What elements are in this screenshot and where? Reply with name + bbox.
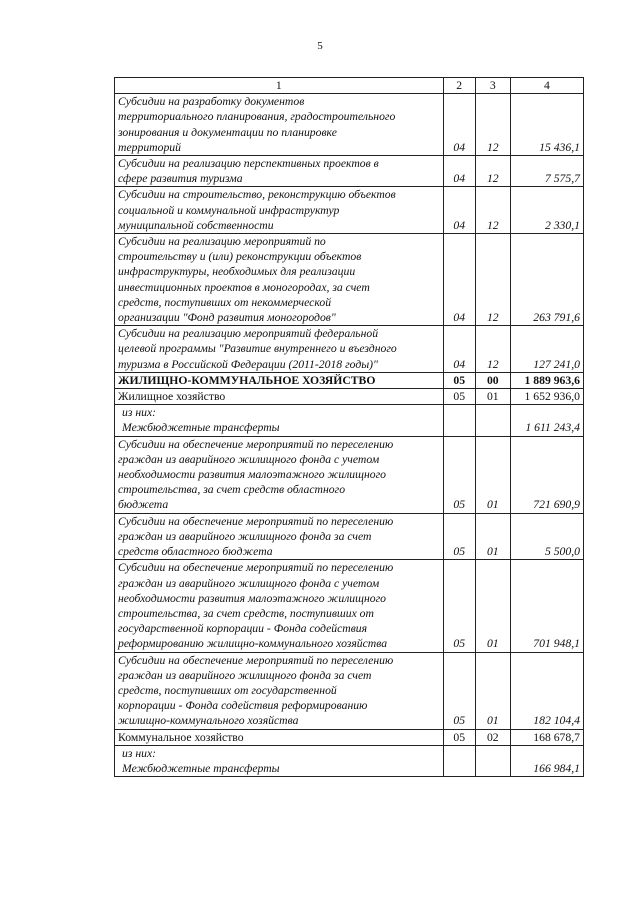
row-amount: 5 500,0 [510, 513, 583, 560]
row-subsection-code: 01 [475, 652, 510, 729]
row-subsection-code: 01 [475, 389, 510, 405]
row-description: Коммунальное хозяйство [115, 729, 444, 745]
row-amount: 127 241,0 [510, 326, 583, 373]
table-row [115, 326, 584, 373]
row-section-code: 04 [443, 234, 475, 326]
row-subsection-code: 00 [475, 372, 510, 388]
table-row [115, 156, 584, 187]
header-col-3: 3 [475, 78, 510, 94]
table-row [115, 729, 584, 745]
row-subsection-code: 01 [475, 513, 510, 560]
row-amount: 1 889 963,6 [510, 372, 583, 388]
table-row [115, 652, 584, 729]
row-amount: 2 330,1 [510, 187, 583, 234]
row-section-code: 04 [443, 187, 475, 234]
row-subsection-code: 12 [475, 156, 510, 187]
row-amount: 701 948,1 [510, 560, 583, 652]
row-section-code [443, 745, 475, 776]
row-section-code: 05 [443, 560, 475, 652]
row-description: Субсидии на реализацию перспективных проектов в сфере развития туризма [115, 156, 444, 187]
row-section-code: 04 [443, 94, 475, 156]
table-row [115, 94, 584, 156]
row-description: Субсидии на обеспечение мероприятий по переселению граждан из аварийного жилищного фонда с учетом необходимости развития малоэтажного жилищного строительства, за счет средств областного бюджета [115, 436, 444, 513]
row-subsection-code: 02 [475, 729, 510, 745]
header-col-2: 2 [443, 78, 475, 94]
row-subsection-code [475, 405, 510, 436]
row-section-code: 05 [443, 389, 475, 405]
row-description: Субсидии на обеспечение мероприятий по переселению граждан из аварийного жилищного фонда за счет средств областного бюджета [115, 513, 444, 560]
table-row [115, 187, 584, 234]
row-description: Жилищное хозяйство [115, 389, 444, 405]
row-amount: 1 611 243,4 [510, 405, 583, 436]
budget-table [114, 77, 584, 777]
table-header-row [115, 78, 584, 94]
row-amount: 1 652 936,0 [510, 389, 583, 405]
table-row [115, 513, 584, 560]
table-row [115, 436, 584, 513]
row-section-code: 05 [443, 436, 475, 513]
row-subsection-code: 01 [475, 436, 510, 513]
row-amount: 263 791,6 [510, 234, 583, 326]
table-row [115, 234, 584, 326]
row-amount: 7 575,7 [510, 156, 583, 187]
table-row [115, 389, 584, 405]
row-subsection-code [475, 745, 510, 776]
row-description: Субсидии на обеспечение мероприятий по переселению граждан из аварийного жилищного фонда за счет средств, поступивших от государственной корпорации - Фонда содействия реформированию жилищно-коммунального хозяйства [115, 652, 444, 729]
row-section-code: 05 [443, 513, 475, 560]
row-description: из них: Межбюджетные трансферты [115, 405, 444, 436]
row-subsection-code: 12 [475, 94, 510, 156]
row-description: из них: Межбюджетные трансферты [115, 745, 444, 776]
header-col-1: 1 [115, 78, 444, 94]
row-subsection-code: 12 [475, 326, 510, 373]
table-row [115, 560, 584, 652]
row-section-code: 05 [443, 729, 475, 745]
row-section-code: 05 [443, 652, 475, 729]
row-section-code: 04 [443, 156, 475, 187]
row-subsection-code: 12 [475, 234, 510, 326]
row-amount: 721 690,9 [510, 436, 583, 513]
row-subsection-code: 01 [475, 560, 510, 652]
row-description: ЖИЛИЩНО-КОММУНАЛЬНОЕ ХОЗЯЙСТВО [115, 372, 444, 388]
row-description: Субсидии на реализацию мероприятий по строительству и (или) реконструкции объектов инфраструктуры, необходимых для реализации инвестиционных проектов в моногородах, за счет средств, поступивших от некоммерческой организации "Фонд развития моногородов" [115, 234, 444, 326]
row-amount: 166 984,1 [510, 745, 583, 776]
row-description: Субсидии на обеспечение мероприятий по переселению граждан из аварийного жилищного фонда с учетом необходимости развития малоэтажного жилищного строительства, за счет средств, поступивших от государственной корпорации - Фонда содействия реформированию жилищно-коммунального хозяйства [115, 560, 444, 652]
row-subsection-code: 12 [475, 187, 510, 234]
table-row [115, 405, 584, 436]
row-section-code: 05 [443, 372, 475, 388]
table-row [115, 745, 584, 776]
page-number: 5 [317, 40, 323, 52]
row-description: Субсидии на разработку документов территориального планирования, градостроительного зонирования и документации по планировке территорий [115, 94, 444, 156]
row-amount: 168 678,7 [510, 729, 583, 745]
row-section-code [443, 405, 475, 436]
row-amount: 15 436,1 [510, 94, 583, 156]
row-description: Субсидии на реализацию мероприятий федеральной целевой программы "Развитие внутреннего и въездного туризма в Российской Федерации (2011-2018 годы)" [115, 326, 444, 373]
row-description: Субсидии на строительство, реконструкцию объектов социальной и коммунальной инфраструктур муниципальной собственности [115, 187, 444, 234]
row-section-code: 04 [443, 326, 475, 373]
row-amount: 182 104,4 [510, 652, 583, 729]
table-row [115, 372, 584, 388]
header-col-4: 4 [510, 78, 583, 94]
